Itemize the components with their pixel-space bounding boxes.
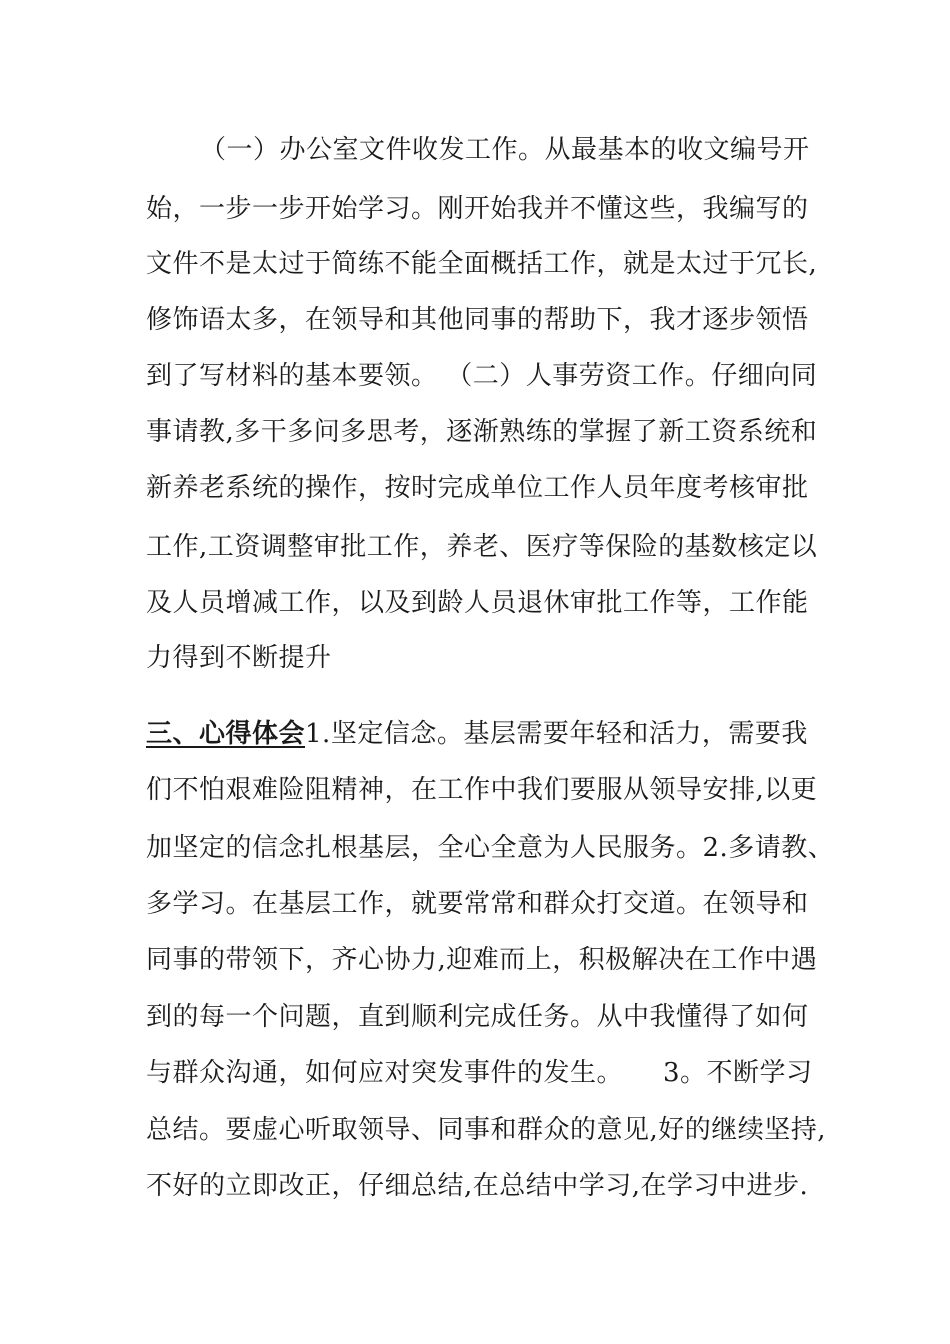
paragraph-line: 加坚定的信念扎根基层，全心全意为人民服务。2.多请教、 (146, 833, 835, 863)
paragraph-line: 力得到不断提升 (146, 643, 332, 673)
paragraph-line: 及人员增减工作，以及到龄人员退休审批工作等，工作能 (146, 588, 809, 618)
paragraph-line: 新养老系统的操作，按时完成单位工作人员年度考核审批 (146, 473, 809, 503)
paragraph-line: 文件不是太过于简练不能全面概括工作，就是太过于冗长, (146, 249, 818, 279)
paragraph-line: 到的每一个问题，直到顺利完成任务。从中我懂得了如何 (146, 1002, 809, 1032)
paragraph-line: 始，一步一步开始学习。刚开始我并不懂这些，我编写的 (146, 194, 809, 224)
section-heading: 三、心得体会 (146, 719, 306, 749)
paragraph-line: 多学习。在基层工作，就要常常和群众打交道。在领导和 (146, 889, 809, 919)
paragraph-line: 们不怕艰难险阻精神，在工作中我们要服从领导安排,以更 (146, 775, 818, 805)
paragraph-line: 不好的立即改正，仔细总结,在总结中学习,在学习中进步. (146, 1171, 809, 1201)
section-first-line (146, 714, 806, 754)
paragraph-line: 修饰语太多，在领导和其他同事的帮助下，我才逐步领悟 (146, 305, 809, 335)
paragraph-line: 事请教,多干多问多思考，逐渐熟练的掌握了新工资系统和 (146, 417, 818, 447)
paragraph-line: 总结。要虚心听取领导、同事和群众的意见,好的继续坚持, (146, 1115, 827, 1145)
section-first-line-text: 1.坚定信念。基层需要年轻和活力，需要我 (305, 719, 808, 749)
paragraph-line: 到了写材料的基本要领。 （二）人事劳资工作。仔细向同 (146, 361, 818, 391)
paragraph-line: 与群众沟通，如何应对突发事件的发生。 3。不断学习 (146, 1058, 813, 1088)
paragraph-line: 同事的带领下，齐心协力,迎难而上，积极解决在工作中遇 (146, 945, 818, 975)
paragraph-line: （一）办公室文件收发工作。从最基本的收文编号开 (200, 135, 810, 165)
paragraph-line: 工作,工资调整审批工作，养老、医疗等保险的基数核定以 (146, 532, 818, 562)
